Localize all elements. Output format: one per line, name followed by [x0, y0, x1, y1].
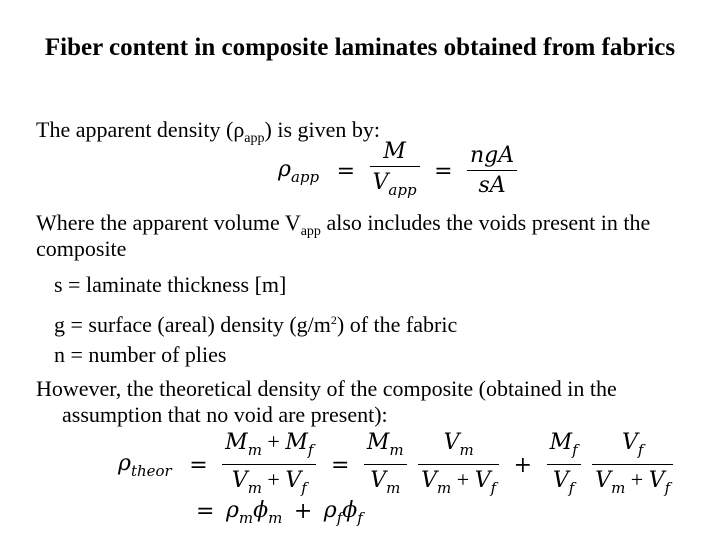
matrix-volume-fraction: $\frac{V_m}{V_m + V_f}$ — [418, 428, 499, 503]
slide-title: Fiber content in composite laminates obtained from fabrics — [44, 34, 676, 61]
intro-line: The apparent density $(\rho_{app})$ is given by: — [36, 117, 381, 146]
theoretical-density-result: = $\rho_m\phi_m + \rho_f\phi_f$ — [196, 498, 363, 527]
def-areal-density: g = surface (areal) density $(g/m^2)$ of the fabric — [54, 312, 458, 337]
mass-over-volume-fraction: $\frac{M}{V_{app}}$ — [370, 138, 420, 205]
fiber-density-fraction: $\frac{M_f}{V_f}$ — [547, 428, 581, 503]
fiber-volume-fraction: $\frac{V_f}{V_m + V_f}$ — [592, 428, 673, 503]
where-line: Where the apparent volume $V_{app}$ also includes the voids present in the — [36, 210, 651, 239]
apparent-density-equation: $\rho_{app}$ = $\frac{M}{V_{app}}$ = $\frac{\text{ngA}}{sA}$ — [272, 138, 520, 205]
plies-fraction: $\frac{\text{ngA}}{sA}$ — [467, 142, 517, 201]
def-number-of-plies: n = number of plies — [54, 342, 227, 367]
total-mass-volume-fraction: $\frac{M_m + M_f}{V_m + V_f}$ — [222, 428, 316, 503]
however-line-2: assumption that no void are present): — [62, 402, 388, 427]
theoretical-density-equation: $\rho_{theor}$ = $\frac{M_m + M_f}{V_m + V_f}$ = $\frac{M_m}{V_m}$ $\frac{V_m}{V_m + V_f}$ + $\frac{M_f}{V_f}$ $\frac{V_f}{V_m + V_f}$ — [112, 428, 676, 503]
matrix-density-fraction: $\frac{M_m}{V_m}$ — [364, 428, 407, 503]
def-thickness: s = laminate thickness [m] — [54, 272, 287, 297]
where-line-2: composite — [36, 236, 127, 261]
however-line: However, the theoretical density of the composite (obtained in the — [36, 376, 617, 401]
